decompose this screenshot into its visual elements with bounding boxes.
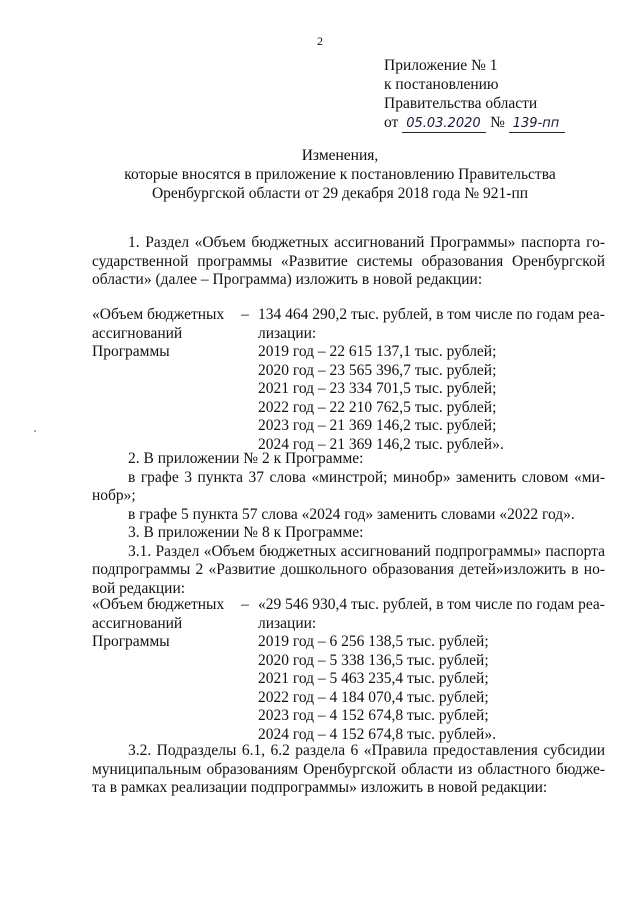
table-2-total-line: «29 546 930,4 тыс. рублей, в том числе по годам реа-	[258, 596, 605, 613]
item-2-paragraph	[92, 450, 605, 524]
table-1-left-line: «Объем бюджетных	[92, 306, 225, 323]
budget-table-1	[92, 306, 607, 454]
title-line-2: которые вносятся в приложение к постановлению Правительства	[124, 166, 556, 183]
table-1-year-row: 2024 год – 21 369 146,2 тыс. рублей».	[258, 435, 504, 453]
item-3-line-2: 3.1. Раздел «Объем бюджетных ассигнований подпрограммы» паспорта	[128, 542, 605, 560]
table-2-dash: –	[241, 596, 249, 613]
table-1-right-cell	[258, 306, 607, 454]
title-line-1: Изменения,	[301, 147, 379, 164]
item-3-2-line-2: муниципальным образованиям Оренбургской области из областного бюдже-	[92, 760, 605, 778]
table-2-left-cell	[92, 596, 232, 652]
handwritten-date: 05.03.2020	[402, 116, 486, 133]
item-2-line-2: в графе 3 пункта 37 слова «минстрой; минобр» заменить словом «ми-	[128, 468, 605, 486]
appendix-date-line	[384, 113, 614, 133]
table-2-left-line: ассигнований	[92, 614, 183, 632]
table-2-left-line: Программы	[92, 633, 170, 650]
table-2-year-row: 2023 год – 4 152 674,8 тыс. рублей;	[258, 707, 489, 724]
table-1-year-row: 2021 год – 23 334 701,5 тыс. рублей;	[258, 380, 497, 397]
from-label: от	[384, 114, 399, 131]
item-3-line-3: подпрограммы 2 «Развитие дошкольного образования детей»изложить в но-	[92, 561, 605, 578]
scan-speck	[34, 430, 36, 432]
item-1-line-3: области» (далее – Программа) изложить в новой редакции:	[92, 271, 483, 288]
table-2-left-line: «Объем бюджетных	[92, 596, 225, 613]
table-1-year-row: 2020 год – 23 565 396,7 тыс. рублей;	[258, 361, 497, 379]
appendix-header	[384, 56, 614, 133]
table-1-year-row: 2019 год – 22 615 137,1 тыс. рублей;	[258, 343, 497, 360]
document-title	[80, 146, 600, 203]
table-1-left-line: ассигнований	[92, 324, 183, 342]
table-2-year-row: 2020 год – 5 338 136,5 тыс. рублей;	[258, 651, 489, 669]
table-1-dash: –	[241, 306, 249, 323]
table-1-total-line-cont: лизации:	[258, 324, 317, 342]
budget-table-2	[92, 596, 607, 744]
appendix-title: Приложение № 1	[384, 57, 498, 74]
number-label: №	[490, 114, 505, 131]
page-number: 2	[317, 34, 323, 48]
table-2-year-row: 2021 год – 5 463 235,4 тыс. рублей;	[258, 670, 489, 687]
handwritten-number: 139-пп	[509, 116, 565, 133]
item-2-line-4: в графе 5 пункта 57 слова «2024 год» заменить словами «2022 год».	[128, 505, 575, 523]
appendix-ref-line: к постановлению	[384, 76, 499, 93]
table-2-year-row: 2019 год – 6 256 138,5 тыс. рублей;	[258, 633, 489, 650]
table-1-total-line: 134 464 290,2 тыс. рублей, в том числе по годам реа-	[258, 306, 605, 323]
table-2-year-row: 2024 год – 4 152 674,8 тыс. рублей».	[258, 725, 496, 743]
item-1-paragraph	[92, 234, 605, 290]
table-1-year-row: 2023 год – 21 369 146,2 тыс. рублей;	[258, 417, 497, 434]
item-3-paragraph	[92, 524, 605, 598]
item-3-line-1: 3. В приложении № 8 к Программе:	[128, 524, 364, 541]
item-1-line-1: 1. Раздел «Объем бюджетных ассигнований Программы» паспорта го-	[128, 234, 605, 251]
table-2-year-row: 2022 год – 4 184 070,4 тыс. рублей;	[258, 688, 489, 706]
item-3-2-line-1: 3.2. Подразделы 6.1, 6.2 раздела 6 «Правила предоставления субсидии	[128, 742, 605, 759]
item-3-line-4: вой редакции:	[92, 579, 186, 597]
table-2-total-line-cont: лизации:	[258, 614, 317, 632]
title-line-3: Оренбургской области от 29 декабря 2018 года № 921-пп	[151, 185, 529, 202]
table-2-right-cell	[258, 596, 607, 744]
item-2-line-1: 2. В приложении № 2 к Программе:	[128, 450, 364, 467]
item-3-2-paragraph	[92, 742, 605, 798]
appendix-government-line: Правительства области	[384, 95, 538, 112]
item-1-line-2: сударственной программы «Развитие системы образования Оренбургской	[92, 252, 605, 270]
table-1-left-cell	[92, 306, 232, 362]
table-1-year-row: 2022 год – 22 210 762,5 тыс. рублей;	[258, 398, 497, 416]
table-1-left-line: Программы	[92, 343, 170, 360]
item-3-2-line-3: та в рамках реализации подпрограммы» изложить в новой редакции:	[92, 779, 548, 796]
item-2-line-3: нобр»;	[92, 487, 136, 504]
